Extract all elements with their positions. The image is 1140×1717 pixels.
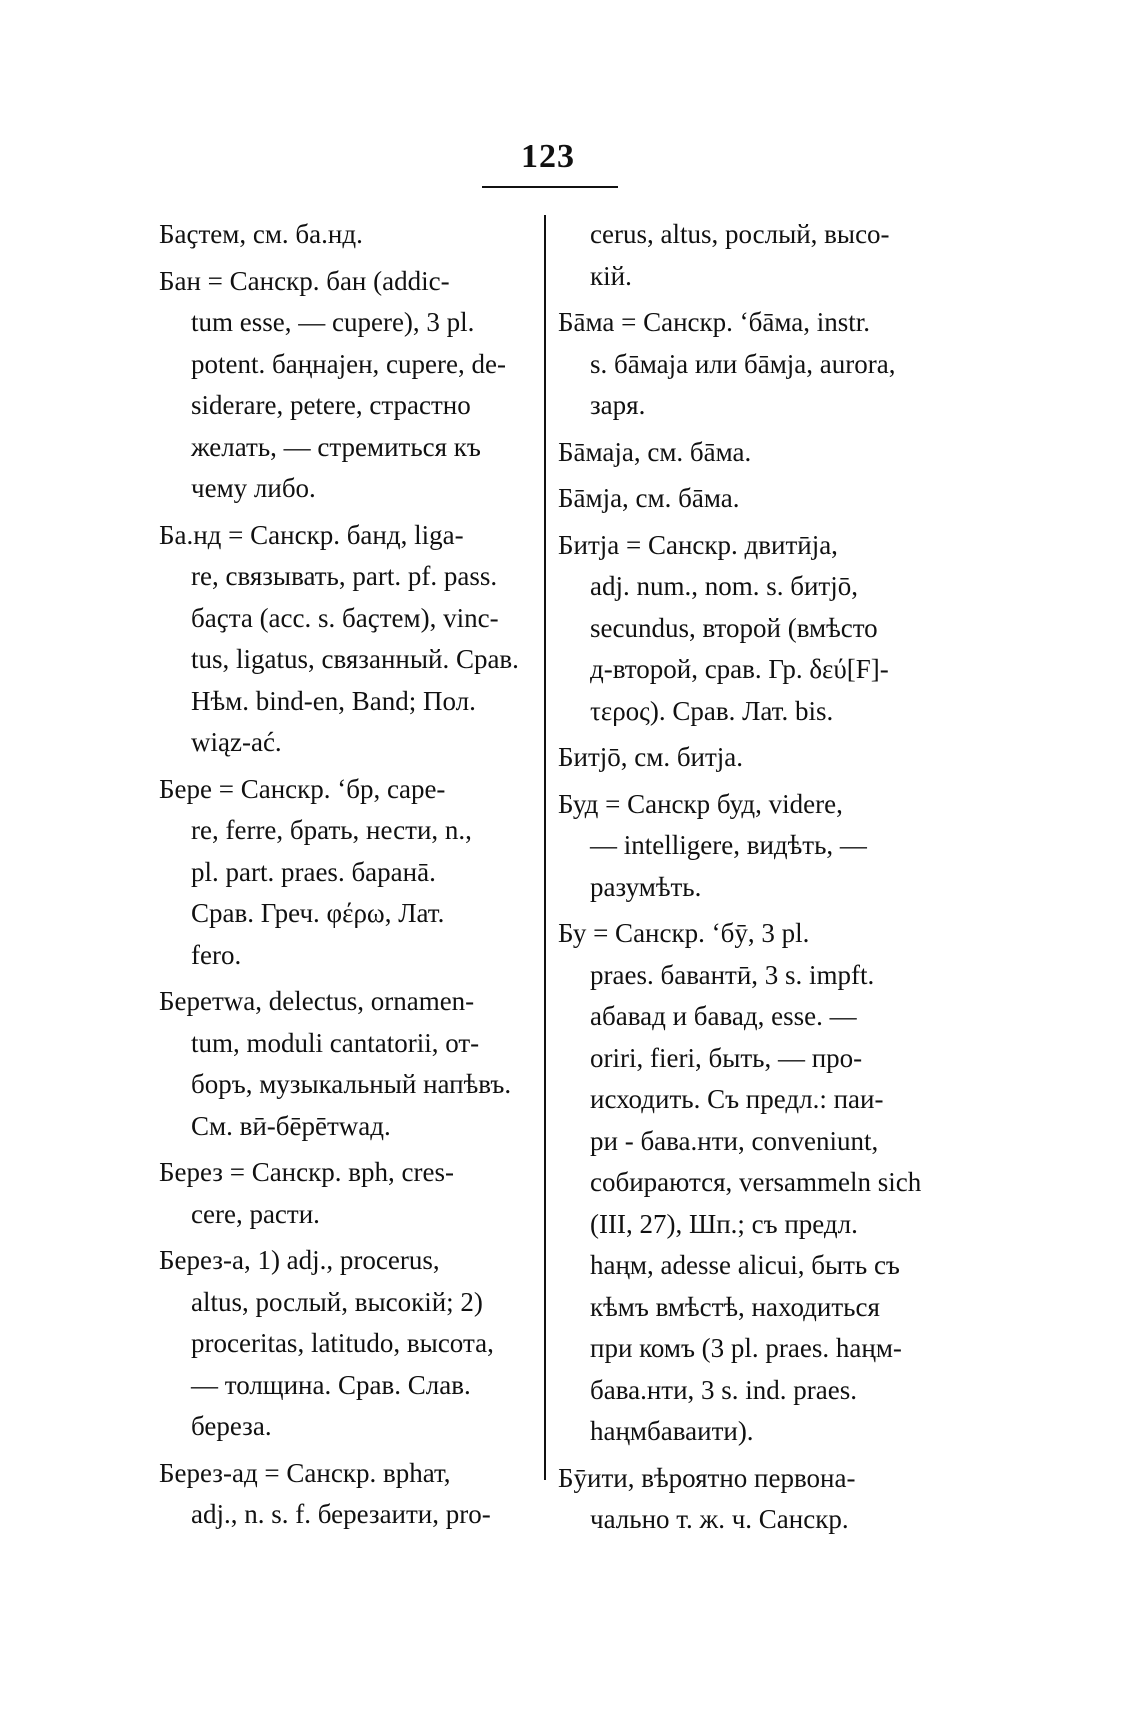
entry-text-line: oriri, fieri, быть, — про- <box>590 1042 863 1073</box>
entry-text-line: tum esse, — cupere), 3 pl. <box>191 307 475 337</box>
entry-text-line: береза. <box>191 1411 272 1441</box>
entry-headword-line: Бан = Санскр. бан (addic- <box>159 265 450 296</box>
entry-text-line: tum, moduli cantatorii, от- <box>191 1027 480 1058</box>
entry-text-line: — толщина. Срав. Слав. <box>191 1369 471 1400</box>
entry-text-line: См. вӣ-бēрēтwад. <box>191 1110 391 1141</box>
entry-text-line: cere, расти. <box>191 1198 320 1229</box>
entry-text-line: τερος). Срав. Лат. bis. <box>590 695 834 726</box>
entry-text-line: чему либо. <box>191 473 316 503</box>
entry-text-line: praes. бавантӣ, 3 s. impft. <box>590 959 875 990</box>
entry-headword-line: Беретwа, delectus, ornamen- <box>159 986 475 1016</box>
entry-text-line: собираются, versammeln sich <box>590 1167 922 1197</box>
entry-text-line: siderare, petere, страстно <box>191 390 471 420</box>
entry-text-line: re, ferre, брать, нести, n., <box>191 815 472 845</box>
entry-text-line: исходить. Съ предл.: паи- <box>590 1084 884 1114</box>
entry-text-line: wiąz-ać. <box>191 727 282 757</box>
entry-headword-line: Бāма = Санскр. ‘бāма, instr. <box>558 307 871 337</box>
entry-text-line: Нѣм. bind-en, Band; Пол. <box>191 685 476 716</box>
entry-headword-line: Берез-а, 1) adj., procerus, <box>159 1245 440 1275</box>
entry-text-line: кій. <box>590 260 632 291</box>
entry-headword-line: Буд = Санскр буд, videre, <box>558 788 843 819</box>
entry-text-line: tus, ligatus, связанный. Срав. <box>191 644 519 674</box>
right-column <box>558 214 943 1541</box>
entry-text-line: (III, 27), Шп.; съ предл. <box>590 1208 858 1239</box>
entry-headword-line: Баҫтем, см. ба.нд. <box>159 219 363 249</box>
entry-text-line: желать, — стремиться къ <box>191 431 481 462</box>
entry-text-line: — intelligere, видѣть, — <box>590 830 867 860</box>
entry-text-line: боръ, музыкальный напѣвъ. <box>191 1069 512 1099</box>
entry-text-line: fero. <box>191 939 242 970</box>
entry-text-line: cerus, altus, рослый, высо- <box>590 219 890 249</box>
entry-text-line: adj. num., nom. s. битјō, <box>590 571 858 601</box>
entry-text-line: кѣмъ вмѣстѣ, находиться <box>590 1291 880 1322</box>
entry-text-line: абавад и бавад, esse. — <box>590 1001 857 1031</box>
column-divider <box>544 215 546 1480</box>
entry-headword-line: Берез = Санскр. врh, cres- <box>159 1157 454 1187</box>
page-number: 123 <box>521 138 575 175</box>
entry-text-line: altus, рослый, высокій; 2) <box>191 1286 483 1317</box>
header-rule <box>482 186 618 188</box>
entry-headword-line: Берез-ад = Санскр. врhат, <box>159 1457 451 1488</box>
entry-headword-line: Ба.нд = Санскр. банд, liga- <box>159 519 464 550</box>
entry-headword-line: Бӯити, вѣроятно первона- <box>558 1462 856 1493</box>
entry-text-line: разумѣть. <box>590 871 702 902</box>
entry-text-line: potent. баңнајен, cupere, de- <box>191 348 506 379</box>
entry-headword-line: Битја = Санскр. двитӣја, <box>558 529 838 560</box>
entry-text-line: secundus, второй (вмѣсто <box>590 612 878 643</box>
entry-text-line: чально т. ж. ч. Санскр. <box>590 1504 849 1534</box>
entry-text-line: баҫта (acc. s. баҫтем), vinc- <box>191 602 499 633</box>
entry-text-line: ри - бава.нти, conveniunt, <box>590 1125 879 1156</box>
entry-text-line: д-второй, срав. Гр. δεύ[F]- <box>590 654 889 684</box>
entry-text-line: s. бāмаја или бāмја, aurora, <box>590 348 896 379</box>
entry-headword-line: Бере = Санскр. ‘бр, cape- <box>159 773 446 804</box>
entry-text-line: заря. <box>590 390 646 420</box>
entry-text-line: pl. part. praes. баранā. <box>191 856 436 887</box>
entry-headword-line: Бу = Санскр. ‘бӯ, 3 pl. <box>558 918 810 948</box>
entry-headword-line: Бāмја, см. бāма. <box>558 483 740 513</box>
entry-text-line: proceritas, latitudo, высота, <box>191 1328 494 1358</box>
entry-text-line: re, связывать, part. pf. pass. <box>191 561 498 591</box>
entry-headword-line: Битјō, см. битја. <box>558 742 744 772</box>
entry-text-line: adj., n. s. f. березаити, pro- <box>191 1499 491 1529</box>
entry-text-line: hаңмбаваити). <box>590 1416 754 1446</box>
entry-text-line: бава.нти, 3 s. ind. praes. <box>590 1374 858 1405</box>
entry-text-line: Срав. Греч. φέρω, Лат. <box>191 898 445 928</box>
left-column <box>159 214 544 1536</box>
entry-text-line: hаңм, adesse alicui, быть съ <box>590 1250 900 1280</box>
entry-headword-line: Бāмаја, см. бāма. <box>558 436 752 467</box>
entry-text-line: при комъ (3 pl. praes. hаңм- <box>590 1333 902 1363</box>
